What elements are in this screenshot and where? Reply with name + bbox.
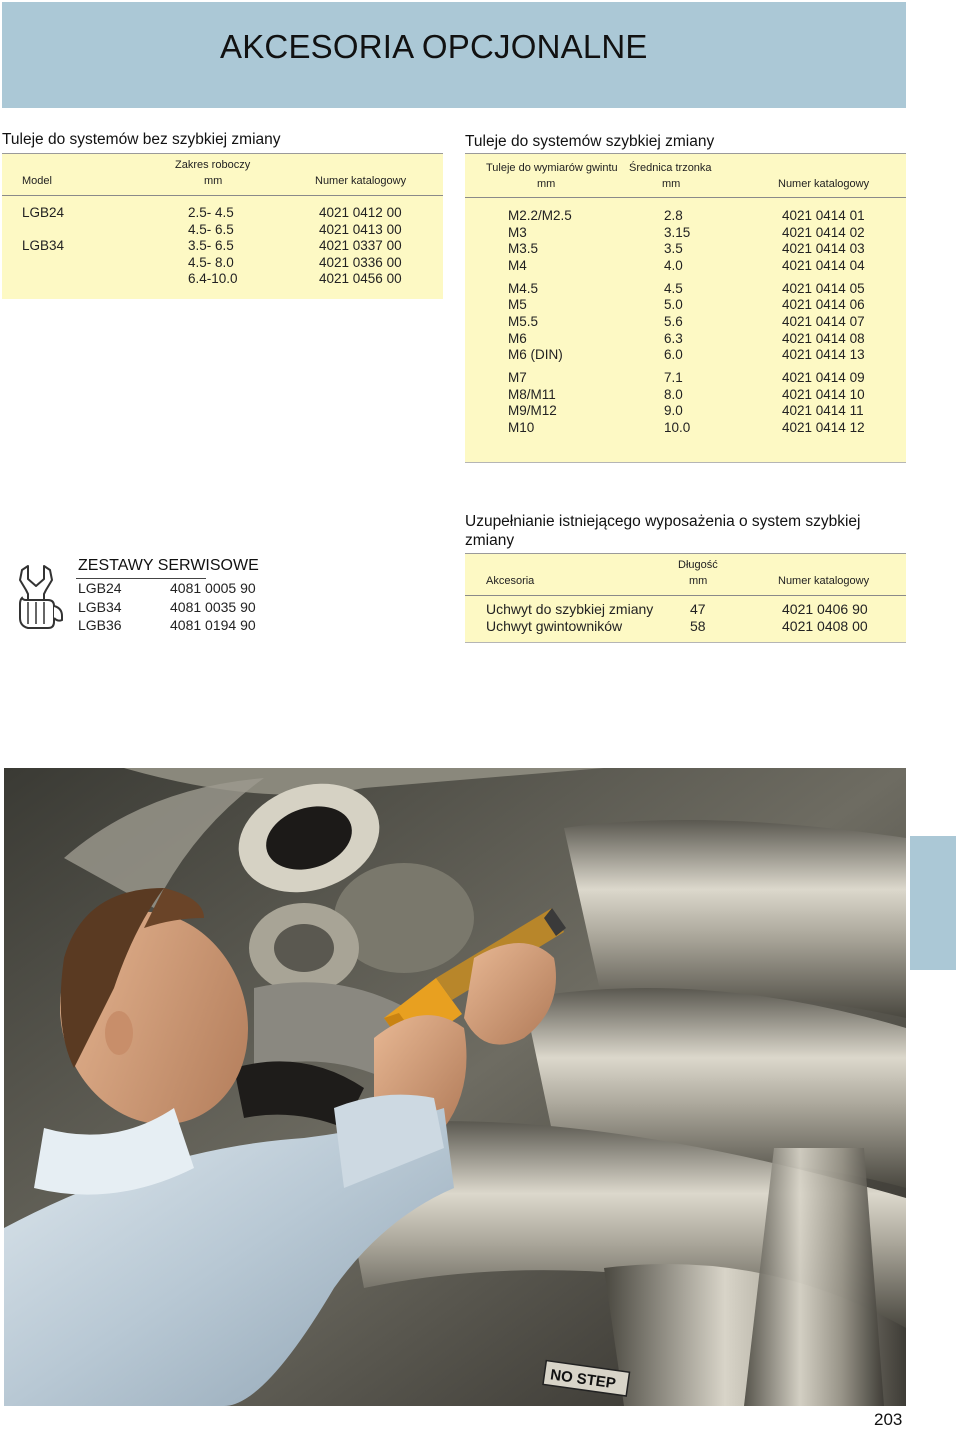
right-cell-catalog: 4021 0414 02 bbox=[782, 225, 865, 240]
mechanic-photo bbox=[4, 768, 906, 1406]
upgrade-cell-accessory: Uchwyt do szybkiej zmiany bbox=[486, 601, 654, 617]
left-header-model: Model bbox=[22, 175, 52, 187]
upgrade-header-accessory: Akcesoria bbox=[486, 575, 535, 587]
left-cell-catalog: 4021 0337 00 bbox=[319, 238, 402, 253]
divider bbox=[465, 462, 906, 463]
left-cell-range: 4.5- 6.5 bbox=[188, 222, 234, 237]
upgrade-header-catalog: Numer katalogowy bbox=[778, 575, 870, 587]
right-header-thread-unit: mm bbox=[537, 178, 556, 190]
right-cell-shank: 7.1 bbox=[664, 370, 683, 385]
right-cell-catalog: 4021 0414 11 bbox=[782, 403, 864, 418]
left-cell-model: LGB24 bbox=[22, 205, 65, 220]
upgrade-title-line2: zmiany bbox=[465, 532, 515, 549]
right-cell-thread: M8/M11 bbox=[508, 387, 556, 402]
right-cell-thread: M3 bbox=[508, 225, 527, 240]
wrench-hand-icon bbox=[14, 562, 68, 632]
page-number: 203 bbox=[874, 1410, 903, 1429]
right-cell-catalog: 4021 0414 12 bbox=[782, 420, 865, 435]
right-cell-thread: M7 bbox=[508, 370, 527, 385]
kit-cell-model: LGB36 bbox=[78, 617, 122, 633]
left-cell-catalog: 4021 0413 00 bbox=[319, 222, 402, 237]
upgrade-cell-length: 58 bbox=[690, 618, 706, 634]
upgrade-header-length: Długość bbox=[678, 559, 718, 571]
right-cell-thread: M6 (DIN) bbox=[508, 347, 563, 362]
right-header-thread: Tuleje do wymiarów gwintu bbox=[486, 162, 618, 174]
right-cell-catalog: 4021 0414 09 bbox=[782, 370, 865, 385]
left-cell-range: 6.4-10.0 bbox=[188, 271, 238, 286]
left-cell-catalog: 4021 0412 00 bbox=[319, 205, 402, 220]
right-cell-thread: M10 bbox=[508, 420, 535, 435]
kit-cell-model: LGB24 bbox=[78, 580, 122, 596]
left-header-catalog: Numer katalogowy bbox=[315, 175, 407, 187]
right-cell-shank: 8.0 bbox=[664, 387, 683, 402]
right-header-shank-unit: mm bbox=[662, 178, 681, 190]
upgrade-cell-catalog: 4021 0406 90 bbox=[782, 601, 868, 617]
right-cell-thread: M5.5 bbox=[508, 314, 539, 329]
right-cell-thread: M4 bbox=[508, 258, 527, 273]
upgrade-title-line1: Uzupełnianie istniejącego wyposażenia o system szybkiej bbox=[465, 513, 861, 530]
section-tab bbox=[910, 836, 956, 970]
right-cell-thread: M4.5 bbox=[508, 281, 539, 296]
left-cell-range: 3.5- 6.5 bbox=[188, 238, 234, 253]
right-cell-catalog: 4021 0414 07 bbox=[782, 314, 865, 329]
kit-cell-catalog: 4081 0035 90 bbox=[170, 599, 256, 615]
right-cell-catalog: 4021 0414 08 bbox=[782, 331, 865, 346]
right-cell-shank: 4.5 bbox=[664, 281, 683, 296]
right-cell-catalog: 4021 0414 01 bbox=[782, 208, 865, 223]
right-cell-shank: 5.6 bbox=[664, 314, 683, 329]
right-cell-catalog: 4021 0414 10 bbox=[782, 387, 865, 402]
left-cell-range: 2.5- 4.5 bbox=[188, 205, 234, 220]
left-cell-model: LGB34 bbox=[22, 238, 65, 253]
divider bbox=[465, 642, 906, 643]
divider bbox=[2, 195, 443, 196]
left-cell-catalog: 4021 0456 00 bbox=[319, 271, 402, 286]
kit-cell-catalog: 4081 0005 90 bbox=[170, 580, 256, 596]
right-cell-thread: M2.2/M2.5 bbox=[508, 208, 572, 223]
right-cell-shank: 4.0 bbox=[664, 258, 683, 273]
right-cell-catalog: 4021 0414 05 bbox=[782, 281, 865, 296]
left-header-range-unit: mm bbox=[204, 175, 223, 187]
page-title: AKCESORIA OPCJONALNE bbox=[220, 28, 648, 65]
right-cell-thread: M3.5 bbox=[508, 241, 539, 256]
right-cell-thread: M6 bbox=[508, 331, 527, 346]
upgrade-header-length-unit: mm bbox=[689, 575, 708, 587]
right-cell-shank: 5.0 bbox=[664, 297, 683, 312]
divider bbox=[465, 595, 906, 596]
left-cell-range: 4.5- 8.0 bbox=[188, 255, 234, 270]
right-cell-catalog: 4021 0414 13 bbox=[782, 347, 865, 362]
service-kits-title: ZESTAWY SERWISOWE bbox=[78, 557, 259, 574]
left-cell-catalog: 4021 0336 00 bbox=[319, 255, 402, 270]
right-cell-shank: 3.5 bbox=[664, 241, 683, 256]
kit-cell-model: LGB34 bbox=[78, 599, 122, 615]
right-cell-shank: 6.0 bbox=[664, 347, 683, 362]
kit-cell-catalog: 4081 0194 90 bbox=[170, 617, 256, 633]
right-cell-shank: 6.3 bbox=[664, 331, 683, 346]
right-cell-catalog: 4021 0414 04 bbox=[782, 258, 865, 273]
right-cell-shank: 3.15 bbox=[664, 225, 691, 240]
right-cell-catalog: 4021 0414 03 bbox=[782, 241, 865, 256]
upgrade-cell-catalog: 4021 0408 00 bbox=[782, 618, 868, 634]
right-header-catalog: Numer katalogowy bbox=[778, 178, 870, 190]
divider bbox=[465, 197, 906, 198]
left-table-title: Tuleje do systemów bez szybkiej zmiany bbox=[2, 131, 281, 148]
left-header-range: Zakres roboczy bbox=[175, 159, 251, 171]
upgrade-cell-length: 47 bbox=[690, 601, 706, 617]
no-step-label: NO STEP bbox=[549, 1366, 617, 1393]
right-table-title: Tuleje do systemów szybkiej zmiany bbox=[465, 133, 715, 150]
right-cell-thread: M5 bbox=[508, 297, 527, 312]
right-cell-shank: 2.8 bbox=[664, 208, 683, 223]
upgrade-cell-accessory: Uchwyt gwintowników bbox=[486, 618, 623, 634]
right-cell-thread: M9/M12 bbox=[508, 403, 557, 418]
page-header bbox=[2, 2, 906, 108]
right-header-shank: Średnica trzonka bbox=[629, 162, 712, 174]
right-cell-shank: 10.0 bbox=[664, 420, 691, 435]
divider bbox=[76, 578, 206, 579]
right-cell-catalog: 4021 0414 06 bbox=[782, 297, 865, 312]
right-cell-shank: 9.0 bbox=[664, 403, 683, 418]
